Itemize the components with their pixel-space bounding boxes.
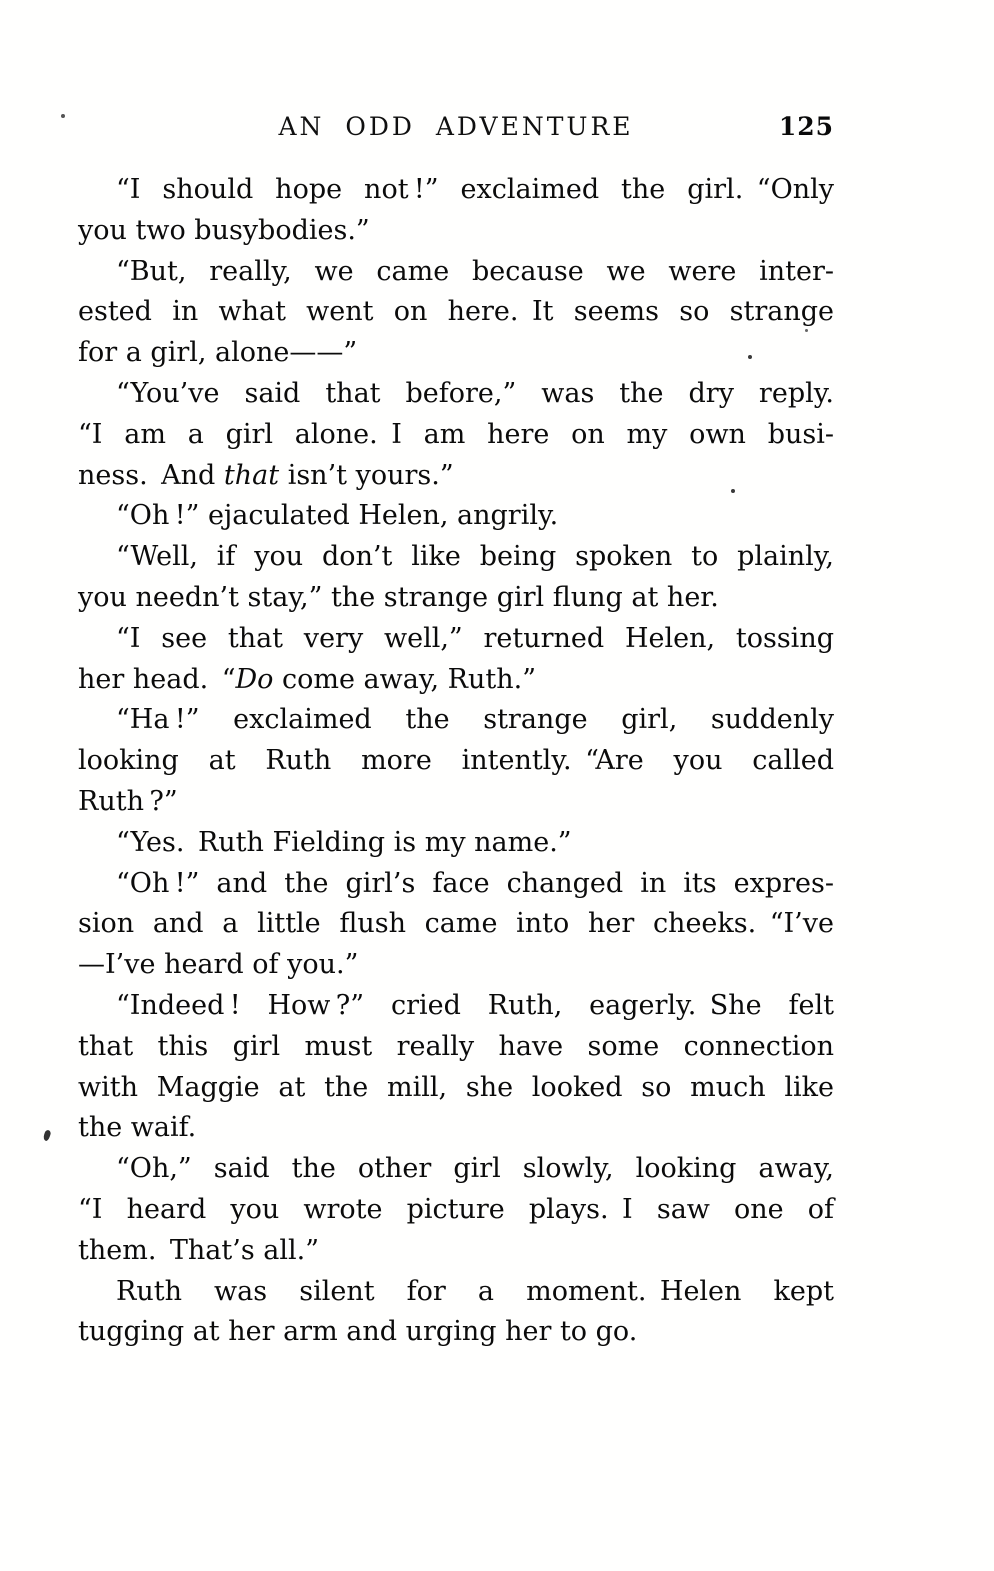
text-line: Ruth was silent for a moment. Helen kept [116,1275,834,1307]
paragraph [78,252,834,374]
paragraph [78,496,834,537]
text-line: “I heard you wrote picture plays. I saw one of [78,1193,834,1225]
text-line: the waif. [78,1112,197,1144]
paragraph [78,700,834,822]
text-line: “Oh !” ejaculated Helen, angrily. [116,500,559,532]
text-line: “Ha !” exclaimed the strange girl, suddenly [116,704,834,736]
running-header [78,112,834,142]
text-line: “You’ve said that before,” was the dry reply. [116,377,834,409]
text-line: her head. “Do come away, Ruth.” [78,663,537,695]
paragraph [78,619,834,701]
text-line: for a girl, alone——” [78,337,358,369]
paragraph [78,823,834,864]
text-line: you needn’t stay,” the strange girl flung at her. [78,581,719,613]
text-line: sion and a little flush came into her cheeks. “I’ve [78,908,834,940]
text-line: “I am a girl alone. I am here on my own busi- [78,418,834,450]
paragraph [78,1272,834,1354]
text-line: them. That’s all.” [78,1234,320,1266]
text-line: “Well, if you don’t like being spoken to plainly, [116,541,834,573]
text-line: “I should hope not !” exclaimed the girl. “Only [116,174,834,205]
paragraph [78,170,834,252]
scan-speck [42,1129,51,1141]
chapter-title: AN ODD ADVENTURE [278,112,634,141]
text-line: “But, really, we came because we were inter- [116,255,834,287]
text-line: tugging at her arm and urging her to go. [78,1316,638,1348]
text-line: “Oh !” and the girl’s face changed in its expres- [116,867,834,899]
text-line: you two busybodies.” [78,214,370,246]
paragraph [78,1149,834,1271]
text-line: “Indeed ! How ?” cried Ruth, eagerly. She felt [116,989,834,1021]
text-line: with Maggie at the mill, she looked so much like [78,1071,834,1103]
text-line: Ruth ?” [78,785,178,817]
paragraph [78,864,834,986]
text-line: “I see that very well,” returned Helen, tossing [116,622,834,654]
paragraph [78,986,834,1149]
text-line: that this girl must really have some connection [78,1030,834,1062]
scan-speck [61,114,65,118]
text-line: “Oh,” said the other girl slowly, looking away, [116,1153,834,1185]
paragraph [78,374,834,496]
page-body [78,170,834,1353]
text-line: “Yes. Ruth Fielding is my name.” [116,826,572,858]
text-line: ested in what went on here. It seems so strange [78,296,834,328]
page-number: 125 [778,112,834,141]
paragraph [78,537,834,619]
text-block [78,112,834,1353]
text-line: looking at Ruth more intently. “Are you called [78,745,834,777]
text-line: —I’ve heard of you.” [78,949,359,981]
text-line: ness. And that isn’t yours.” [78,459,454,491]
